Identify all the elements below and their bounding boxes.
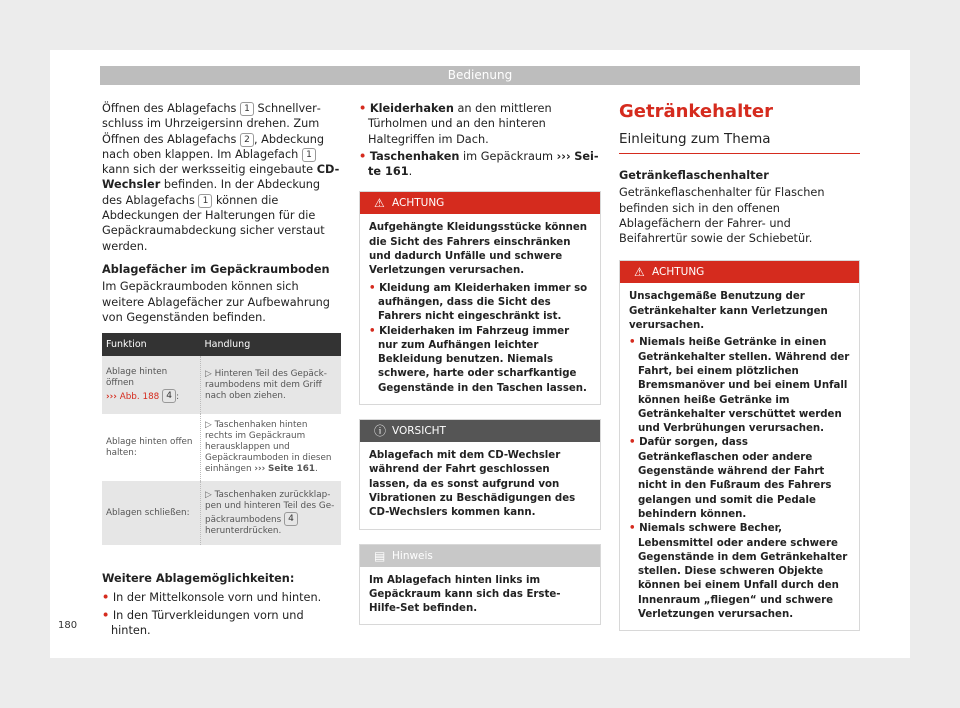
- cell-text: Hinteren Teil des Gepäckraumbodens mit dem Griff nach oben ziehen.: [205, 368, 327, 401]
- function-table: [102, 333, 341, 545]
- cell-text: Taschenhaken zurückklappen und hinteren Teil des Gepäckraumbodens: [205, 489, 335, 525]
- warning-box-header: [620, 261, 859, 283]
- section-header: Bedienung: [100, 66, 860, 85]
- warning-box-body: [620, 283, 859, 630]
- list-text: In der Mittelkonsole vorn und hinten.: [112, 591, 322, 605]
- action-triangle-icon: ▷: [205, 368, 212, 379]
- table-header-function: Funktion: [102, 333, 201, 356]
- text: Schnellverschluss im Uhrzeigersinn drehen. Zum Öffnen des Ablagefachs: [102, 102, 321, 146]
- bold-term: CD-Wechsler: [102, 163, 340, 192]
- warning-title: ACHTUNG: [392, 197, 445, 210]
- callout-number: 4: [162, 389, 176, 403]
- warning-triangle-icon: ⚠: [374, 196, 385, 211]
- hint-box-body: Im Ablagefach hinten links im Gepäckraum kann sich das Erste-Hilfe-Set befinden.: [369, 574, 561, 615]
- column-3: [619, 101, 860, 645]
- table-row: [102, 356, 341, 414]
- list-item: • Taschenhaken im Gepäckraum ››› Seite 161.: [359, 149, 599, 179]
- page-reference-link[interactable]: Seite 161: [268, 464, 315, 475]
- list-item: [629, 436, 850, 522]
- section-title: Getränkehalter: [619, 101, 773, 122]
- page-number: 180: [58, 620, 78, 631]
- bullet-icon: •: [369, 282, 376, 294]
- table-cell-action: ▷ Taschenhaken hinten rechts im Gepäckraum herausklappen und Gepäckraumboden in diesen einhängen ››› Seite 161.: [201, 414, 342, 481]
- bold-term: Taschenhaken: [369, 149, 460, 163]
- reference-arrows-icon: ›››: [106, 392, 117, 403]
- list-item: [629, 522, 850, 622]
- subheading-more-storage: Weitere Ablagemöglichkeiten:: [102, 572, 295, 586]
- table-row: [102, 414, 341, 481]
- list-text: Dafür sorgen, dass Getränkeflaschen oder andere Gegenstände während der Fahrt nicht in den Fußraum des Fahrers gelangen und somit die Pedale behindern können.: [638, 437, 832, 520]
- list-text: an den mittleren Türholmen und an den hinteren Haltegriffen im Dach.: [368, 102, 552, 146]
- callout-number: 4: [284, 512, 298, 526]
- caution-circle-icon: ⓘ: [374, 424, 387, 439]
- cell-text: Taschenhaken hinten rechts im Gepäckraum herausklappen und Gepäckraumboden in diesen einhängen: [205, 420, 332, 475]
- reference-arrows-icon: ›››: [254, 464, 266, 475]
- list-text: Niemals schwere Becher, Lebensmittel oder andere schwere Gegenstände in dem Getränkehalter stellen. Diese schweren Objekte können bei einem Unfall durch den Innenraum „fliegen“ und schwere Verletzungen verursachen.: [638, 523, 848, 621]
- hint-note-icon: ▤: [374, 548, 386, 563]
- text: befinden. In der Abdeckung des Ablagefachs: [102, 178, 321, 207]
- callout-number: 1: [240, 102, 254, 116]
- warning-box-body: [360, 214, 600, 404]
- column-1: [102, 101, 342, 640]
- list-item: [102, 608, 342, 639]
- list-text: im Gepäckraum: [459, 149, 557, 163]
- table-header-action: Handlung: [201, 333, 342, 356]
- cell-text: Ablage hinten öffnen: [106, 367, 168, 389]
- table-cell-function: Ablage hinten offen halten:: [102, 414, 201, 481]
- warning-triangle-icon: ⚠: [634, 265, 645, 280]
- warning-title: ACHTUNG: [652, 266, 705, 279]
- list-item: [369, 282, 591, 325]
- callout-number: 1: [302, 148, 316, 162]
- paragraph-bottle-holder: Getränkeflaschenhalter für Flaschen befinden sich in den offenen Ablagefächern der Fahrer- und Beifahrertür sowie der Schiebetür.: [619, 186, 825, 246]
- list-text: Kleiderhaken im Fahrzeug immer nur zum Aufhängen leichter Bekleidung benutzen. Niemals schwere, harte oder scharfkantige Gegenstände in den Taschen lassen.: [378, 325, 587, 394]
- page-reference-link[interactable]: Seite 161: [368, 149, 599, 179]
- caution-box-header: [360, 420, 600, 442]
- hint-title: Hinweis: [392, 549, 433, 562]
- paragraph-storage-compartment: [102, 101, 342, 254]
- warning-box-header: [360, 192, 600, 214]
- bullet-icon: •: [102, 608, 110, 622]
- bullet-icon: •: [629, 437, 636, 449]
- bullet-icon: •: [369, 325, 376, 337]
- subheading-bottle-holder: Getränkeflaschenhalter: [619, 169, 769, 182]
- table-cell-action: [201, 356, 342, 414]
- list-text: Niemals heiße Getränke in einen Getränkehalter stellen. Während der Fahrt, bei einem plötzlichen Bremsmanöver und bei einem Unfall können heiße Getränke im Getränkehalter verschüttet werden und Verbrühungen verursachen.: [638, 337, 850, 435]
- table-cell-function: Ablage hinten öffnen ››› Abb. 188 4 :: [102, 356, 201, 414]
- text: , Abdeckung nach oben klappen. Im Ablagefach: [102, 132, 325, 161]
- caution-box: [359, 419, 601, 529]
- column-2: [359, 101, 601, 639]
- action-triangle-icon: ▷: [205, 489, 212, 500]
- bullet-icon: •: [102, 591, 110, 605]
- list-item: [102, 590, 342, 605]
- reference-arrows-icon: ›››: [556, 149, 571, 163]
- table-cell-action: [201, 481, 342, 545]
- text: Öffnen des Ablagefachs: [102, 102, 240, 115]
- subheading-floor-compartments: Ablagefächer im Gepäckraumboden: [102, 262, 330, 276]
- action-triangle-icon: ▷: [205, 420, 212, 431]
- list-text: In den Türverkleidungen vorn und hinten.: [111, 608, 304, 638]
- figure-reference-link[interactable]: Abb. 188: [119, 392, 160, 403]
- bullet-icon: •: [629, 337, 636, 349]
- hint-box-header: [360, 545, 600, 567]
- bullet-icon: •: [359, 149, 367, 163]
- list-text: Kleidung am Kleiderhaken immer so aufhängen, dass die Sicht des Fahrers nicht eingeschränkt ist.: [378, 282, 588, 323]
- bullet-icon: •: [359, 102, 367, 115]
- warning-intro: Unsachgemäße Benutzung der Getränkehalter kann Verletzungen verursachen.: [629, 291, 828, 332]
- text: kann sich der werksseitig eingebaute: [102, 163, 317, 177]
- warning-box: [359, 191, 601, 405]
- paragraph-floor-compartments: Im Gepäckraumboden können sich weitere Ablagefächer zur Aufbewahrung von Gegenständen befinden.: [102, 280, 330, 324]
- cell-text: herunterdrücken.: [205, 525, 282, 536]
- callout-number: 2: [240, 133, 254, 147]
- warning-intro: Aufgehängte Kleidungsstücke können die Sicht des Fahrers einschränken und dadurch Unfälle und schwere Verletzungen verursachen.: [369, 222, 588, 277]
- list-item: [359, 101, 601, 147]
- list-item: [369, 325, 591, 396]
- warning-box: [619, 260, 860, 631]
- caution-title: VORSICHT: [392, 425, 446, 438]
- table-cell-function: Ablagen schließen:: [102, 481, 201, 545]
- list-item: [629, 336, 850, 436]
- table-row: [102, 481, 341, 545]
- bullet-icon: •: [629, 523, 636, 535]
- caution-box-body: Ablagefach mit dem CD-Wechsler während der Fahrt geschlossen lassen, da es sonst aufgrund von Vibrationen zu Beschädigungen des CD-Wechslers kommen kann.: [369, 450, 576, 519]
- bold-term: Kleiderhaken: [369, 102, 454, 115]
- text: können die Abdeckungen der Halterungen für die Gepäckraumabdeckung sicher verstaut werden.: [102, 193, 325, 253]
- hint-box: [359, 544, 601, 626]
- callout-number: 1: [198, 194, 212, 208]
- section-subtitle: Einleitung zum Thema: [619, 130, 860, 154]
